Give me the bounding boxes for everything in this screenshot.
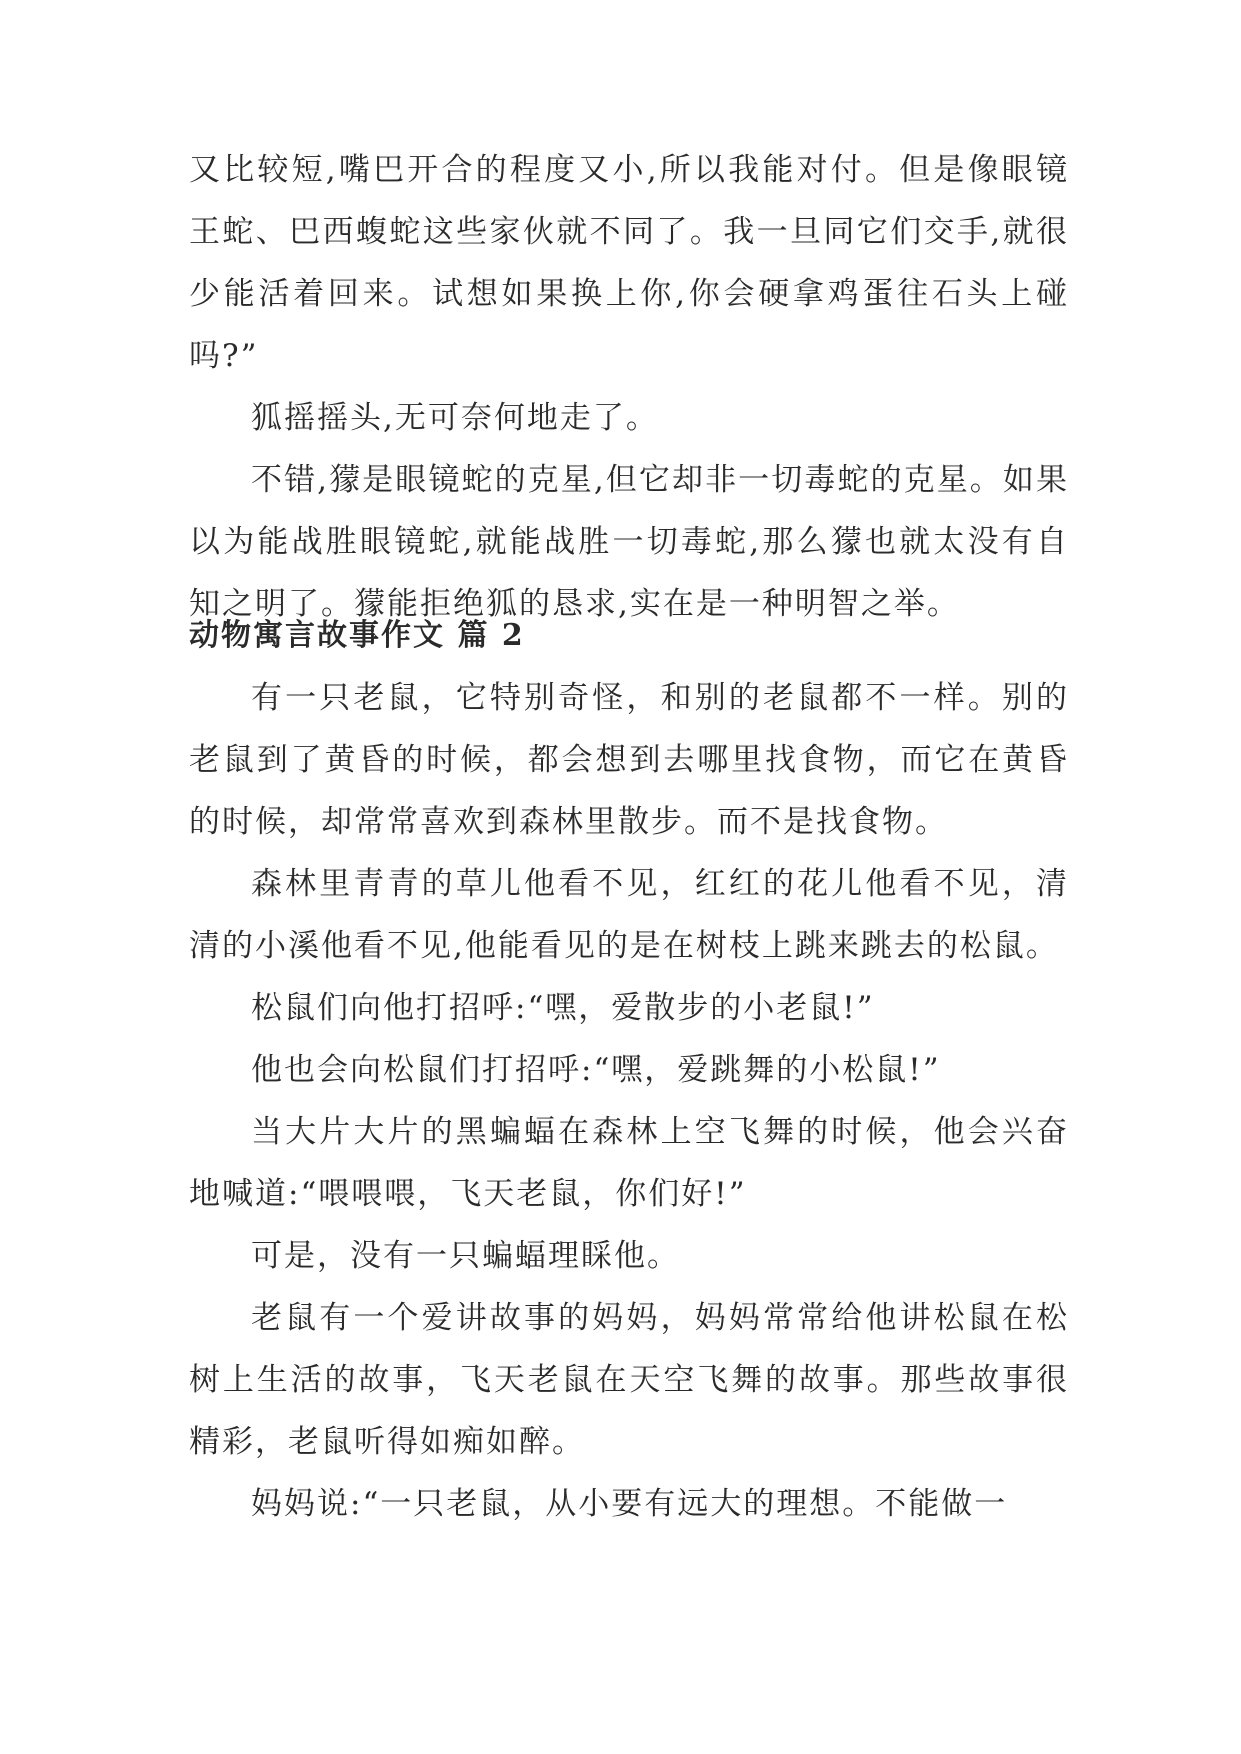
paragraph: 有一只老鼠，它特别奇怪，和别的老鼠都不一样。别的老鼠到了黄昏的时候，都会想到去哪里找食物，而它在黄昏的时候，却常常喜欢到森林里散步。而不是找食物。 xyxy=(189,680,1069,840)
paragraph: 不错,獴是眼镜蛇的克星,但它却非一切毒蛇的克星。如果以为能战胜眼镜蛇,就能战胜一切毒蛇,那么獴也就太没有自知之明了。獴能拒绝狐的恳求,实在是一种明智之举。 xyxy=(189,462,1069,622)
paragraph: 他也会向松鼠们打招呼:“嘿，爱跳舞的小松鼠!” xyxy=(251,1052,941,1088)
paragraph: 当大片大片的黑蝙蝠在森林上空飞舞的时候，他会兴奋地喊道:“喂喂喂，飞天老鼠，你们好!” xyxy=(189,1114,1069,1212)
paragraph: 松鼠们向他打招呼:“嘿，爱散步的小老鼠!” xyxy=(251,990,875,1026)
paragraph-continued: 又比较短,嘴巴开合的程度又小,所以我能对付。但是像眼镜王蛇、巴西蝮蛇这些家伙就不同了。我一旦同它们交手,就很少能活着回来。试想如果换上你,你会硬拿鸡蛋往石头上碰吗?” xyxy=(189,152,1069,374)
story-section-2 xyxy=(189,605,1069,1535)
section-heading: 动物寓言故事作文 篇 2 xyxy=(189,618,525,653)
paragraph: 老鼠有一个爱讲故事的妈妈，妈妈常常给他讲松鼠在松树上生活的故事，飞天老鼠在天空飞舞的故事。那些故事很精彩，老鼠听得如痴如醉。 xyxy=(189,1300,1069,1460)
paragraph: 狐摇摇头,无可奈何地走了。 xyxy=(251,400,659,436)
paragraph: 可是，没有一只蝙蝠理睬他。 xyxy=(251,1238,680,1274)
paragraph: 森林里青青的草儿他看不见，红红的花儿他看不见，清清的小溪他看不见,他能看见的是在树枝上跳来跳去的松鼠。 xyxy=(189,866,1069,964)
story-section-1 xyxy=(189,139,1069,635)
paragraph: 妈妈说:“一只老鼠，从小要有远大的理想。不能做一 xyxy=(251,1486,1008,1522)
